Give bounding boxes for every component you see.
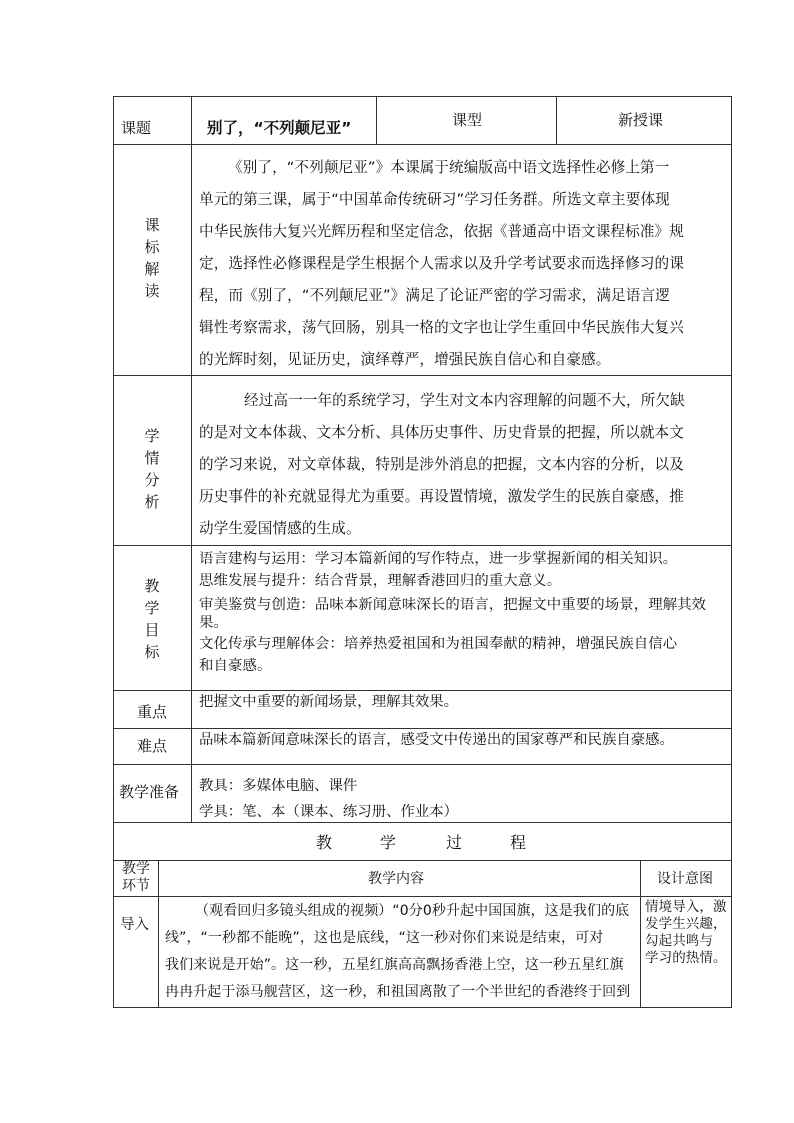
curriculum-text: 《别了，“不列颠尼亚”》本课属于统编版高中语文选择性必修上第一 单元的第三课，属于“中国革命传统研习”学习任务群。所选文章主要体现 中华民族伟大复兴光辉历程和坚定信念，依据《普通高中语文课程标准》规 定，选择性必修课程是学生根据个人需求以及升学考试要求而选择修习的课 程，而《别了，“不列颠尼亚”》满足了论证严密的学习需求，满足语言逻 辑性考察需求，荡气回肠，别具一格的文字也让学生重回中华民族伟大复兴 的光辉时刻，见证历史，演绎尊严，增强民族自信心和自豪感。 <box>199 159 684 368</box>
table-border <box>731 96 732 1007</box>
course-label: 课题 <box>121 119 152 137</box>
objectives-label: 教 学 目 标 <box>144 577 160 661</box>
key-point-text: 把握文中重要的新闻场景，理解其效果。 <box>199 694 459 710</box>
analysis-text: 经过高一一年的系统学习，学生对文本内容理解的问题不大，所欠缺 的是对文本体裁、文本分析、具体历史事件、历史背景的把握，所以就本文 的学习来说，对文章体裁，特别是涉外消息的把握，文本内容的分析，以及 历史事件的补充就显得尤为重要。再设置情境，激发学生的民族自豪感，推 动学生爱国情感的生成。 <box>199 392 685 537</box>
table-border <box>113 1007 732 1008</box>
table-border <box>376 96 377 144</box>
teacher-tools: 教具：多媒体电脑、课件 <box>199 778 358 794</box>
intent-column-header: 设计意图 <box>657 871 713 887</box>
preparation-label: 教学准备 <box>119 783 180 801</box>
table-border <box>113 822 732 823</box>
table-border <box>113 545 732 546</box>
table-border <box>113 690 732 691</box>
table-border <box>158 860 159 1007</box>
table-border <box>113 728 732 729</box>
stage-column-header: 教学 环节 <box>122 861 150 894</box>
lesson-type-value: 新授课 <box>618 111 664 129</box>
difficulty-text: 品味本篇新闻意味深长的语言，感受文中传递出的国家尊严和民族自豪感。 <box>199 732 674 748</box>
lesson-type-label: 课型 <box>452 111 483 129</box>
table-border <box>113 144 732 145</box>
student-tools: 学具：笔、本（课本、练习册、作业本） <box>199 804 459 820</box>
intro-content: （观看回归多镜头组成的视频）“0分0秒升起中国国旗，这是我们的底 线”，“一秒都不能晚”，这也是底线，“这一秒对你们来说是结束，可对 我们来说是开始”。这一秒，五星红旗高高飘扬香港上空，这一秒五星红旗 冉冉升起于添马舰营区，这一秒，和祖国离散了一个半世纪的香港终于回到 <box>165 903 631 1000</box>
difficulty-label: 难点 <box>137 737 168 755</box>
process-heading: 教 学 过 程 <box>316 833 527 852</box>
intro-stage: 导入 <box>120 917 149 933</box>
table-border <box>113 96 732 97</box>
analysis-label: 学 情 分 析 <box>144 427 160 511</box>
lesson-title: 别了，“不列颠尼亚” <box>207 119 352 137</box>
key-point-label: 重点 <box>137 703 168 721</box>
content-column-header: 教学内容 <box>368 871 424 887</box>
table-border <box>191 96 192 822</box>
curriculum-label: 课 标 解 读 <box>144 216 160 300</box>
table-border <box>640 860 641 1007</box>
table-border <box>556 96 557 144</box>
table-border <box>113 764 732 765</box>
intro-intent: 情境导入，激 发学生兴趣， 勾起共鸣与 学习的热情。 <box>645 899 727 966</box>
